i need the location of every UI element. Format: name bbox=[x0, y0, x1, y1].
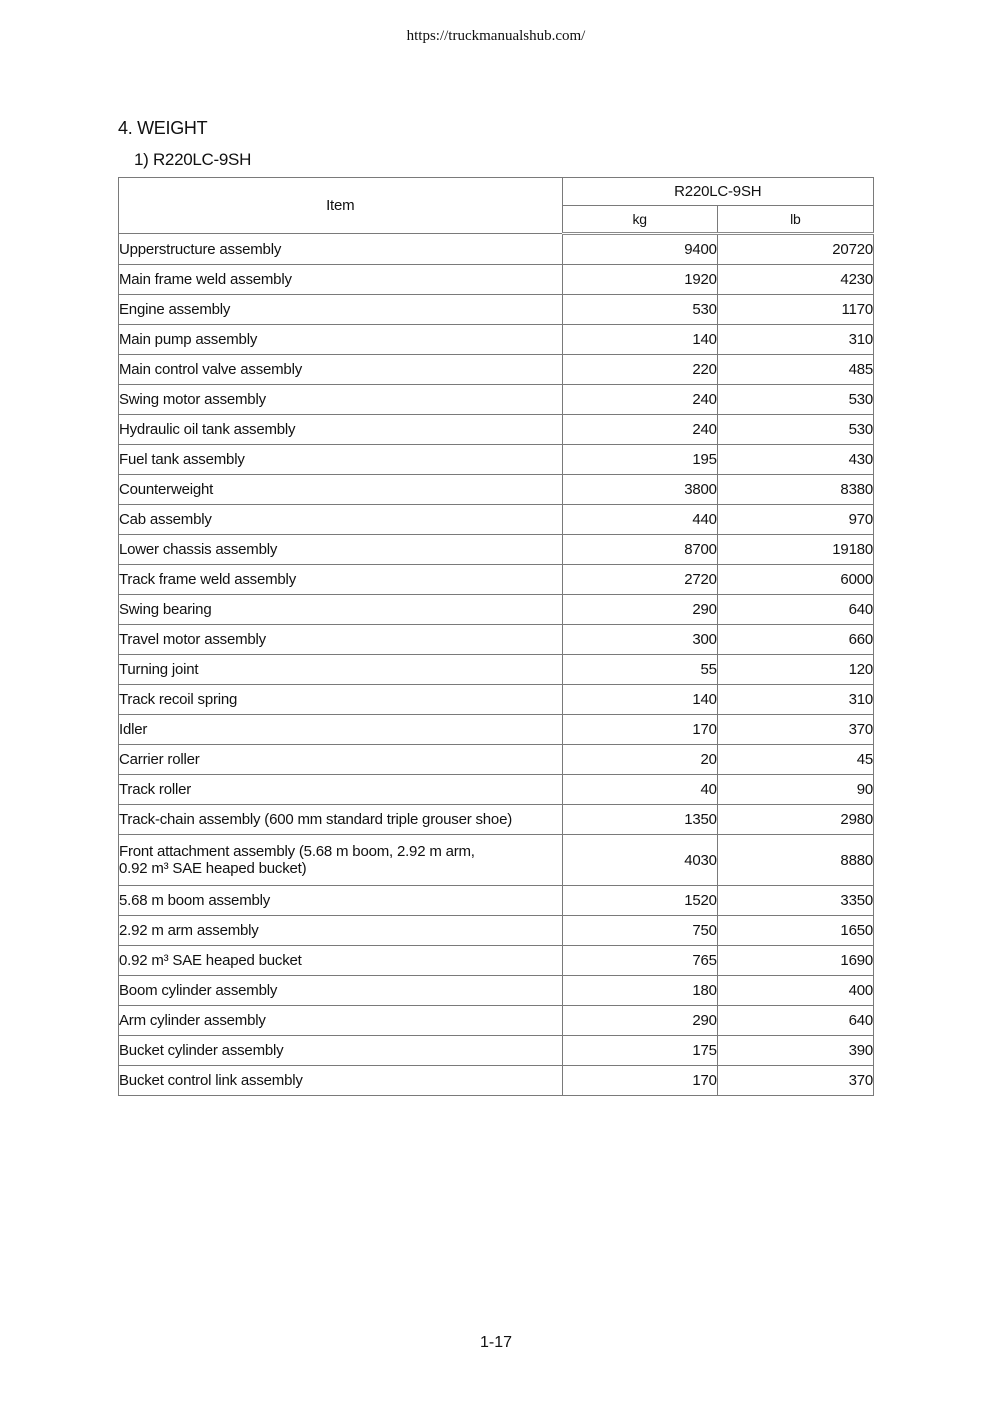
item-name-cell bbox=[119, 1006, 563, 1036]
item-name: Track frame weld assembly bbox=[119, 571, 296, 588]
lb-unit-header: lb bbox=[717, 206, 873, 234]
weight-lb-cell: 45 bbox=[717, 745, 873, 775]
table-row bbox=[119, 916, 874, 946]
section-title: 4. WEIGHT bbox=[118, 118, 208, 138]
table-row bbox=[119, 685, 874, 715]
table-row bbox=[119, 445, 874, 475]
item-name-cell bbox=[119, 565, 563, 595]
item-name-cell bbox=[119, 355, 563, 385]
weight-lb-cell: 1690 bbox=[717, 946, 873, 976]
item-name-cell bbox=[119, 234, 563, 265]
item-name-cell bbox=[119, 835, 563, 886]
weight-kg-cell: 290 bbox=[562, 595, 717, 625]
weight-kg-cell: 9400 bbox=[562, 234, 717, 265]
table-row bbox=[119, 385, 874, 415]
weight-lb-cell: 530 bbox=[717, 385, 873, 415]
weight-kg-cell: 140 bbox=[562, 685, 717, 715]
item-name: Front attachment assembly (5.68 m boom, 2.92 m arm, bbox=[119, 843, 475, 860]
table-row bbox=[119, 625, 874, 655]
item-name: Track recoil spring bbox=[119, 691, 238, 708]
item-name: Bucket cylinder assembly bbox=[119, 1042, 284, 1059]
weight-lb-cell: 485 bbox=[717, 355, 873, 385]
weight-kg-cell: 765 bbox=[562, 946, 717, 976]
weight-lb-cell: 20720 bbox=[717, 234, 873, 265]
item-name-cell bbox=[119, 265, 563, 295]
item-name: Counterweight bbox=[119, 481, 214, 498]
weight-kg-cell: 300 bbox=[562, 625, 717, 655]
weight-lb-cell: 430 bbox=[717, 445, 873, 475]
weight-lb-cell: 370 bbox=[717, 1066, 873, 1096]
weight-kg-cell: 8700 bbox=[562, 535, 717, 565]
weight-kg-cell: 1520 bbox=[562, 886, 717, 916]
item-name: Swing bearing bbox=[119, 601, 212, 618]
item-name: Upperstructure assembly bbox=[119, 240, 282, 258]
table-row bbox=[119, 775, 874, 805]
weight-lb-cell: 970 bbox=[717, 505, 873, 535]
item-name-cell bbox=[119, 805, 563, 835]
item-name: 2.92 m arm assembly bbox=[119, 922, 259, 939]
item-name: Arm cylinder assembly bbox=[119, 1012, 266, 1029]
item-name-cell bbox=[119, 445, 563, 475]
table-row bbox=[119, 475, 874, 505]
table-row bbox=[119, 415, 874, 445]
table-row bbox=[119, 565, 874, 595]
item-name-cell bbox=[119, 415, 563, 445]
item-name: Main pump assembly bbox=[119, 331, 258, 348]
weight-lb-cell: 4230 bbox=[717, 265, 873, 295]
table-row bbox=[119, 595, 874, 625]
table-row bbox=[119, 946, 874, 976]
weight-kg-cell: 530 bbox=[562, 295, 717, 325]
weight-lb-cell: 640 bbox=[717, 595, 873, 625]
item-name-cell bbox=[119, 535, 563, 565]
weight-kg-cell: 175 bbox=[562, 1036, 717, 1066]
weight-kg-cell: 180 bbox=[562, 976, 717, 1006]
weight-lb-cell: 2980 bbox=[717, 805, 873, 835]
weight-lb-cell: 19180 bbox=[717, 535, 873, 565]
table-row bbox=[119, 715, 874, 745]
weight-kg-cell: 220 bbox=[562, 355, 717, 385]
weight-kg-cell: 1350 bbox=[562, 805, 717, 835]
weight-lb-cell: 310 bbox=[717, 685, 873, 715]
weight-lb-cell: 120 bbox=[717, 655, 873, 685]
weight-lb-cell: 370 bbox=[717, 715, 873, 745]
weight-lb-cell: 8380 bbox=[717, 475, 873, 505]
table-row bbox=[119, 745, 874, 775]
table-row bbox=[119, 505, 874, 535]
item-name-cell bbox=[119, 775, 563, 805]
weight-lb-cell: 530 bbox=[717, 415, 873, 445]
item-name: Bucket control link assembly bbox=[119, 1072, 303, 1089]
item-name-cell bbox=[119, 976, 563, 1006]
table-row bbox=[119, 535, 874, 565]
table-row bbox=[119, 355, 874, 385]
item-name-cell bbox=[119, 625, 563, 655]
item-name-cell bbox=[119, 1036, 563, 1066]
table-row bbox=[119, 655, 874, 685]
source-url: https://truckmanualshub.com/ bbox=[406, 28, 586, 44]
table-row bbox=[119, 835, 874, 886]
item-name: Swing motor assembly bbox=[119, 391, 266, 408]
item-name-cell bbox=[119, 595, 563, 625]
item-name-cell bbox=[119, 295, 563, 325]
item-name: Idler bbox=[119, 721, 148, 738]
weight-table bbox=[118, 177, 874, 1096]
model-column-header: R220LC-9SH bbox=[562, 178, 873, 206]
table-row bbox=[119, 1066, 874, 1096]
weight-kg-cell: 750 bbox=[562, 916, 717, 946]
item-name-cell bbox=[119, 886, 563, 916]
weight-lb-cell: 1170 bbox=[717, 295, 873, 325]
weight-kg-cell: 2720 bbox=[562, 565, 717, 595]
item-name: Turning joint bbox=[119, 661, 199, 678]
page-number: 1-17 bbox=[479, 1334, 513, 1351]
weight-kg-cell: 40 bbox=[562, 775, 717, 805]
item-name-cell bbox=[119, 325, 563, 355]
weight-kg-cell: 195 bbox=[562, 445, 717, 475]
table-row bbox=[119, 1006, 874, 1036]
item-name-continued: 0.92 m³ SAE heaped bucket) bbox=[119, 860, 307, 877]
item-name: Lower chassis assembly bbox=[119, 541, 278, 558]
weight-kg-cell: 240 bbox=[562, 385, 717, 415]
table-row bbox=[119, 886, 874, 916]
item-name: Boom cylinder assembly bbox=[119, 982, 278, 999]
table-row bbox=[119, 234, 874, 265]
item-name-cell bbox=[119, 655, 563, 685]
item-name: Main frame weld assembly bbox=[119, 271, 292, 288]
weight-kg-cell: 440 bbox=[562, 505, 717, 535]
item-name-cell bbox=[119, 505, 563, 535]
item-name-cell bbox=[119, 946, 563, 976]
item-name-cell bbox=[119, 745, 563, 775]
item-name: Travel motor assembly bbox=[119, 631, 266, 648]
item-name-cell bbox=[119, 475, 563, 505]
kg-unit-header: kg bbox=[562, 206, 717, 234]
table-body bbox=[119, 234, 874, 1096]
item-name-cell bbox=[119, 1066, 563, 1096]
weight-kg-cell: 140 bbox=[562, 325, 717, 355]
item-name: Hydraulic oil tank assembly bbox=[119, 421, 296, 438]
weight-lb-cell: 3350 bbox=[717, 886, 873, 916]
weight-kg-cell: 240 bbox=[562, 415, 717, 445]
weight-lb-cell: 90 bbox=[717, 775, 873, 805]
weight-lb-cell: 660 bbox=[717, 625, 873, 655]
item-name: Track-chain assembly (600 mm standard triple grouser shoe) bbox=[119, 811, 513, 828]
item-column-header: Item bbox=[119, 178, 563, 234]
weight-kg-cell: 170 bbox=[562, 715, 717, 745]
item-name: Fuel tank assembly bbox=[119, 451, 245, 468]
weight-kg-cell: 4030 bbox=[562, 835, 717, 886]
table-row bbox=[119, 295, 874, 325]
weight-kg-cell: 20 bbox=[562, 745, 717, 775]
item-name-cell bbox=[119, 685, 563, 715]
item-name: 5.68 m boom assembly bbox=[119, 892, 271, 909]
item-name: Cab assembly bbox=[119, 511, 212, 528]
item-name: Track roller bbox=[119, 781, 192, 798]
weight-kg-cell: 55 bbox=[562, 655, 717, 685]
weight-lb-cell: 390 bbox=[717, 1036, 873, 1066]
table-row bbox=[119, 265, 874, 295]
weight-kg-cell: 170 bbox=[562, 1066, 717, 1096]
subsection-title: 1) R220LC-9SH bbox=[134, 150, 252, 169]
table-row bbox=[119, 1036, 874, 1066]
weight-lb-cell: 8880 bbox=[717, 835, 873, 886]
weight-lb-cell: 1650 bbox=[717, 916, 873, 946]
table-row bbox=[119, 976, 874, 1006]
weight-lb-cell: 6000 bbox=[717, 565, 873, 595]
table-row bbox=[119, 805, 874, 835]
item-name-cell bbox=[119, 385, 563, 415]
item-name: 0.92 m³ SAE heaped bucket bbox=[119, 952, 302, 969]
item-name-cell bbox=[119, 916, 563, 946]
weight-lb-cell: 400 bbox=[717, 976, 873, 1006]
weight-lb-cell: 640 bbox=[717, 1006, 873, 1036]
item-name: Engine assembly bbox=[119, 301, 231, 318]
weight-lb-cell: 310 bbox=[717, 325, 873, 355]
weight-kg-cell: 290 bbox=[562, 1006, 717, 1036]
item-name-cell bbox=[119, 715, 563, 745]
table-row bbox=[119, 325, 874, 355]
item-name: Main control valve assembly bbox=[119, 361, 303, 378]
item-name: Carrier roller bbox=[119, 751, 200, 768]
weight-kg-cell: 3800 bbox=[562, 475, 717, 505]
weight-kg-cell: 1920 bbox=[562, 265, 717, 295]
